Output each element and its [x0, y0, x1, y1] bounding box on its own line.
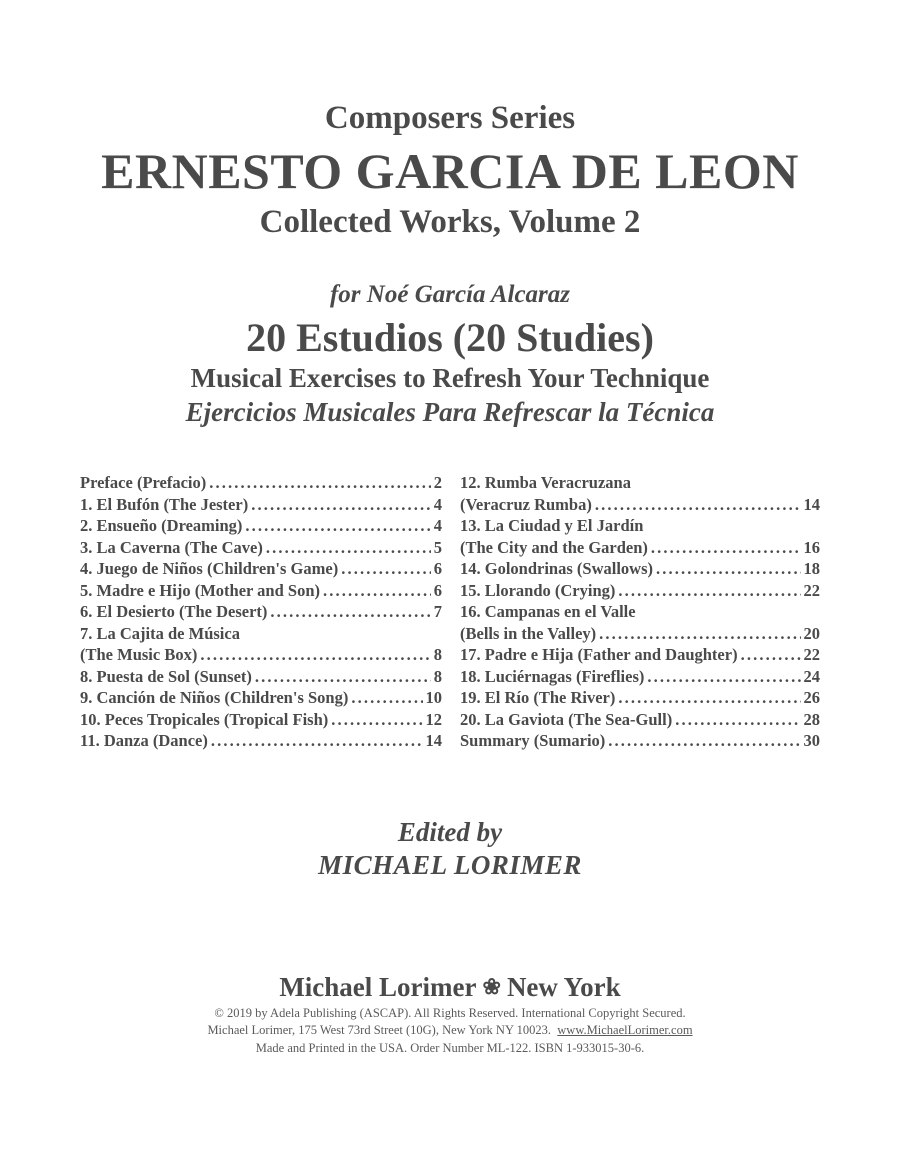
toc-entry-page: 8: [433, 645, 442, 664]
toc-entry-title: (The Music Box): [80, 645, 198, 664]
toc-entry: [460, 472, 820, 494]
toc-entry-title: 2. Ensueño (Dreaming): [80, 516, 243, 535]
toc-entry: [80, 515, 442, 537]
toc-leader-dots: [656, 558, 801, 580]
toc-entry: [460, 644, 820, 666]
toc-entry-page: 24: [803, 666, 820, 686]
toc-entry-page: 22: [803, 580, 820, 600]
toc-leader-dots: [595, 494, 801, 516]
toc-entry: [80, 623, 442, 645]
toc-entry-page: 18: [803, 559, 820, 578]
toc-entry-title: 7. La Cajita de Música: [80, 623, 240, 643]
toc-entry-page: 4: [433, 494, 442, 514]
toc-leader-dots: [270, 601, 430, 623]
toc-entry-title: (The City and the Garden): [460, 537, 648, 557]
toc-leader-dots: [331, 709, 422, 731]
toc-entry-title: 8. Puesta de Sol (Sunset): [80, 666, 252, 686]
toc-leader-dots: [341, 558, 431, 580]
toc-entry: [80, 537, 442, 559]
flower-icon: ❀: [482, 974, 501, 999]
toc-leader-dots: [351, 687, 422, 709]
toc-entry-title: Preface (Prefacio): [80, 473, 207, 492]
publisher-name: Michael Lorimer: [279, 972, 477, 1002]
toc-entry-page: 4: [433, 516, 442, 535]
print-info: Made and Printed in the USA. Order Number ML-122. ISBN 1-933015-30-6.: [255, 1041, 645, 1055]
toc-entry: [80, 644, 442, 666]
toc-entry-title: 3. La Caverna (The Cave): [80, 537, 263, 557]
toc-entry-title: 12. Rumba Veracruzana: [460, 473, 631, 492]
toc-entry-title: 6. El Desierto (The Desert): [80, 602, 268, 621]
toc-entry-title: 10. Peces Tropicales (Tropical Fish): [80, 709, 329, 729]
toc-entry-title: 1. El Bufón (The Jester): [80, 494, 249, 514]
toc-leader-dots: [618, 687, 800, 709]
toc-entry-page: 6: [433, 580, 442, 600]
toc-leader-dots: [618, 580, 800, 602]
toc-entry-page: 26: [803, 688, 820, 707]
composer-name: ERNESTO GARCIA DE LEON: [101, 143, 799, 199]
toc-leader-dots: [251, 494, 431, 516]
toc-entry-title: 13. La Ciudad y El Jardín: [460, 516, 644, 535]
toc-entry-title: 4. Juego de Niños (Children's Game): [80, 559, 339, 578]
toc-entry-title: 11. Danza (Dance): [80, 731, 208, 750]
toc-entry-page: 16: [803, 537, 820, 557]
toc-leader-dots: [647, 666, 800, 688]
copyright-notice: © 2019 by Adela Publishing (ASCAP). All Rights Reserved. International Copyright Secured.: [214, 1006, 686, 1020]
toc-entry-title: 15. Llorando (Crying): [460, 580, 616, 600]
toc-entry-page: 8: [433, 666, 442, 686]
toc-entry-title: 19. El Río (The River): [460, 688, 616, 707]
toc-leader-dots: [608, 730, 800, 752]
toc-entry-title: 20. La Gaviota (The Sea-Gull): [460, 709, 673, 729]
work-title: 20 Estudios (20 Studies): [246, 315, 654, 360]
editor-name: MICHAEL LORIMER: [318, 850, 582, 880]
toc-entry-page: 7: [433, 602, 442, 621]
address-text: Michael Lorimer, 175 West 73rd Street (10G), New York NY 10023.: [207, 1023, 552, 1037]
publisher-address: [0, 1023, 900, 1038]
toc-entry: [460, 687, 820, 709]
toc-entry-title: Summary (Sumario): [460, 731, 606, 750]
toc-entry-page: 6: [433, 559, 442, 578]
toc-entry: [460, 494, 820, 516]
toc-entry-page: 10: [425, 688, 442, 707]
toc-entry-title: 14. Golondrinas (Swallows): [460, 559, 653, 578]
toc-leader-dots: [211, 730, 423, 752]
toc-entry-title: 18. Luciérnagas (Fireflies): [460, 666, 645, 686]
edited-by-label: Edited by: [397, 817, 503, 847]
toc-leader-dots: [599, 623, 800, 645]
toc-entry-page: 12: [425, 709, 442, 729]
website-link[interactable]: www.MichaelLorimer.com: [557, 1023, 693, 1037]
toc-entry-page: 5: [433, 537, 442, 557]
toc-leader-dots: [200, 644, 430, 666]
toc-entry-title: (Veracruz Rumba): [460, 494, 592, 514]
toc-entry: [80, 709, 442, 731]
series-title: Composers Series: [324, 100, 576, 136]
toc-entry-page: 22: [803, 645, 820, 664]
toc-entry: [80, 558, 442, 580]
toc-leader-dots: [323, 580, 431, 602]
toc-left-column: [80, 472, 442, 752]
toc-entry: [460, 709, 820, 731]
toc-entry: [80, 666, 442, 688]
toc-entry: [80, 687, 442, 709]
toc-entry: [80, 730, 442, 752]
publisher-line: [0, 972, 900, 1003]
toc-leader-dots: [266, 537, 431, 559]
toc-leader-dots: [245, 515, 430, 537]
toc-entry: [80, 601, 442, 623]
volume-title: Collected Works, Volume 2: [259, 204, 641, 240]
toc-entry: [460, 515, 820, 537]
toc-leader-dots: [651, 537, 801, 559]
toc-entry-title: 17. Padre e Hija (Father and Daughter): [460, 645, 738, 664]
toc-right-column: [460, 472, 820, 752]
toc-entry: [460, 730, 820, 752]
subtitle-english: Musical Exercises to Refresh Your Technique: [190, 363, 710, 393]
toc-entry-page: 30: [803, 731, 820, 750]
toc-entry-title: (Bells in the Valley): [460, 623, 597, 643]
toc-entry: [80, 472, 442, 494]
toc-entry-title: 9. Canción de Niños (Children's Song): [80, 688, 349, 707]
toc-leader-dots: [741, 644, 801, 666]
toc-leader-dots: [255, 666, 431, 688]
toc-entry-page: 14: [425, 731, 442, 750]
subtitle-spanish: Ejercicios Musicales Para Refrescar la Técnica: [185, 397, 715, 427]
publisher-city: New York: [506, 972, 621, 1002]
toc-leader-dots: [209, 472, 430, 494]
toc-entry-title: 5. Madre e Hijo (Mother and Son): [80, 580, 320, 600]
toc-entry-page: 2: [433, 473, 442, 492]
toc-entry: [460, 623, 820, 645]
toc-entry: [80, 494, 442, 516]
toc-entry-page: 14: [803, 494, 820, 514]
dedication: for Noé García Alcaraz: [329, 281, 571, 308]
toc-entry: [460, 558, 820, 580]
toc-leader-dots: [675, 709, 800, 731]
toc-entry-page: 28: [803, 709, 820, 729]
toc-entry: [460, 580, 820, 602]
toc-entry: [460, 537, 820, 559]
toc-entry: [460, 601, 820, 623]
toc-entry: [80, 580, 442, 602]
toc-entry: [460, 666, 820, 688]
toc-entry-page: 20: [803, 623, 820, 643]
toc-entry-title: 16. Campanas en el Valle: [460, 602, 636, 621]
